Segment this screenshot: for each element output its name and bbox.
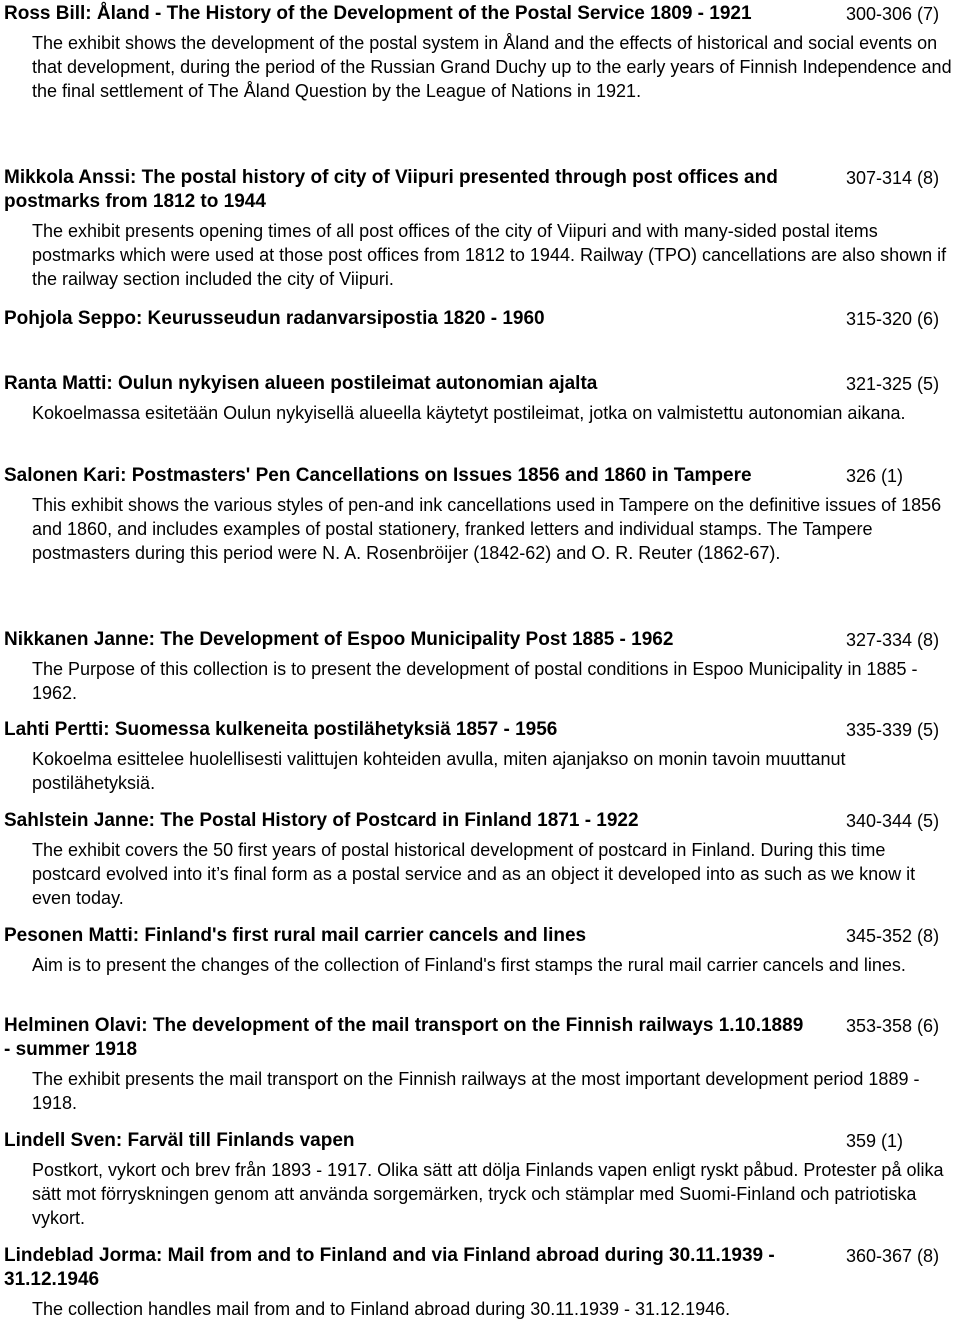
entry-title: Salonen Kari: Postmasters' Pen Cancellations on Issues 1856 and 1860 in Tampere <box>4 465 752 486</box>
entry-header <box>4 1129 958 1153</box>
exhibit-entry <box>4 1244 958 1321</box>
entry-description: This exhibit shows the various styles of pen-and ink cancellations used in Tampere on the definitive issues of 1856 and 1860, and includes examples of postal stationery, franked letters and individual stamps. The Tampere postmasters during this period were N. A. Rosenbröijer (1842-62) and O. R. Reuter (1862-67). <box>32 495 942 563</box>
entry-description: Aim is to present the changes of the collection of Finland's first stamps the rural mail carrier cancels and lines. <box>32 955 906 975</box>
entry-header <box>4 809 958 833</box>
entry-pages: 335-339 (5) <box>846 720 940 740</box>
entry-description: The Purpose of this collection is to present the development of postal conditions in Espoo Municipality in 1885 - 1962. <box>32 659 918 703</box>
entry-title: Ranta Matti: Oulun nykyisen alueen postileimat autonomian ajalta <box>4 373 598 394</box>
entry-header <box>4 628 958 652</box>
exhibit-entry <box>4 924 958 977</box>
entry-description: The exhibit presents opening times of all post offices of the city of Viipuri and with many-sided postal items postmarks which were used at those post offices from 1812 to 1944. Railway (TPO) cancellations are also shown if the railway section included the city of Viipuri. <box>32 221 947 289</box>
entry-pages: 353-358 (6) <box>846 1016 940 1036</box>
entry-description: Postkort, vykort och brev från 1893 - 1917. Olika sätt att dölja Finlands vapen enligt ryskt påbud. Protester på olika sätt mot förryskningen genom att använda sorgemärken, tryck och stämplar med Suomi-Finland och patriotiska vykort. <box>32 1160 944 1228</box>
entry-description: The exhibit presents the mail transport on the Finnish railways at the most important development period 1889 - 1918. <box>32 1069 920 1113</box>
exhibit-entry <box>4 464 958 565</box>
entry-pages: 360-367 (8) <box>846 1246 940 1266</box>
entry-title: Nikkanen Janne: The Development of Espoo Municipality Post 1885 - 1962 <box>4 629 674 650</box>
entry-title: Ross Bill: Åland - The History of the Development of the Postal Service 1809 - 1921 <box>4 3 752 24</box>
exhibit-entry <box>4 2 958 103</box>
entry-header <box>4 372 958 396</box>
entry-header <box>4 307 958 331</box>
exhibit-entry <box>4 1129 958 1230</box>
entry-header <box>4 1014 958 1062</box>
entry-pages: 340-344 (5) <box>846 811 940 831</box>
entry-title: Helminen Olavi: The development of the mail transport on the Finnish railways 1.10.1889 - summer 1918 <box>4 1015 804 1060</box>
entry-header <box>4 1244 958 1292</box>
entry-title: Pesonen Matti: Finland's first rural mail carrier cancels and lines <box>4 925 587 946</box>
exhibit-entry <box>4 1014 958 1115</box>
entry-description: The exhibit covers the 50 first years of postal historical development of postcard in Finland. During this time postcard evolved into it’s final form as a postal service and as an object it developed into as such as we know it even today. <box>32 840 916 908</box>
entry-pages: 345-352 (8) <box>846 926 940 946</box>
exhibit-entry <box>4 809 958 910</box>
entry-description: The collection handles mail from and to Finland abroad during 30.11.1939 - 31.12.1946. <box>32 1299 731 1319</box>
entry-title: Lindeblad Jorma: Mail from and to Finland and via Finland abroad during 30.11.1939 - 31.12.1946 <box>4 1245 775 1290</box>
entry-title: Pohjola Seppo: Keurusseudun radanvarsipostia 1820 - 1960 <box>4 308 545 329</box>
exhibit-entry <box>4 166 958 291</box>
exhibit-entry <box>4 372 958 425</box>
entry-pages: 300-306 (7) <box>846 4 940 24</box>
entry-pages: 307-314 (8) <box>846 168 940 188</box>
exhibit-entry <box>4 718 958 795</box>
exhibit-entry <box>4 628 958 705</box>
entry-title: Mikkola Anssi: The postal history of city of Viipuri presented through post offices and postmarks from 1812 to 1944 <box>4 167 778 212</box>
entry-pages: 327-334 (8) <box>846 630 940 650</box>
entry-pages: 359 (1) <box>846 1131 904 1151</box>
entry-title: Sahlstein Janne: The Postal History of Postcard in Finland 1871 - 1922 <box>4 810 639 831</box>
entry-header <box>4 718 958 742</box>
entry-description: The exhibit shows the development of the postal system in Åland and the effects of historical and social events on that development, during the period of the Russian Grand Duchy up to the early years of Finnish Independence and the final settlement of The Åland Question by the League of Nations in 1921. <box>32 33 952 101</box>
entry-title: Lahti Pertti: Suomessa kulkeneita postilähetyksiä 1857 - 1956 <box>4 719 558 740</box>
entry-description: Kokoelmassa esitetään Oulun nykyisellä alueella käytetyt postileimat, jotka on valmistettu autonomian aikana. <box>32 403 906 423</box>
entry-pages: 315-320 (6) <box>846 309 940 329</box>
entry-pages: 321-325 (5) <box>846 374 940 394</box>
entry-header <box>4 924 958 948</box>
entry-pages: 326 (1) <box>846 466 904 486</box>
exhibit-entry <box>4 307 958 331</box>
entry-header <box>4 166 958 214</box>
entry-header <box>4 464 958 488</box>
entry-header <box>4 2 958 26</box>
entry-description: Kokoelma esittelee huolellisesti valittujen kohteiden avulla, miten ajanjakso on monin tavoin muuttanut postilähetyksiä. <box>32 749 846 793</box>
entry-title: Lindell Sven: Farväl till Finlands vapen <box>4 1130 355 1151</box>
